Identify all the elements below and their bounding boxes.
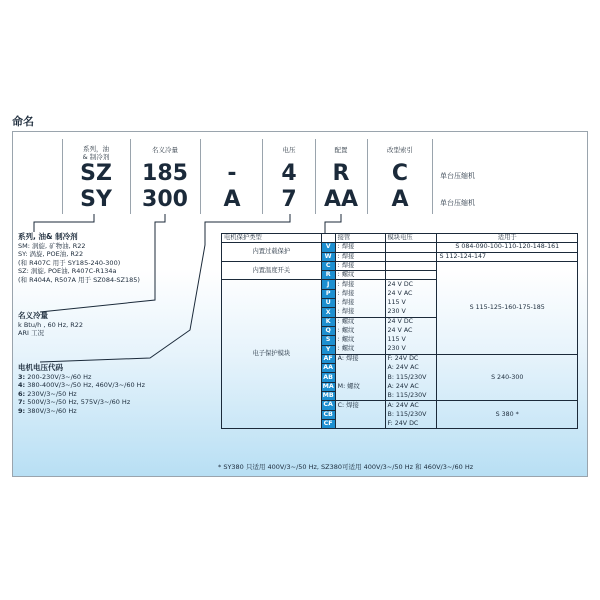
voltage-code: 9: [18,406,26,415]
table-header-row [222,234,578,243]
conn-cell: : 焊接 [335,243,385,252]
capacity-section [18,310,218,338]
group-overload: 内置过载保护 [222,243,322,262]
col-applies: 适用于 [437,234,578,243]
mv-cell: F: 24V DC [385,354,437,363]
code-config: AA [323,187,359,212]
code-cell: X [321,308,335,317]
footnote: * SY380 只适用 400V/3~/50 Hz, SZ380可适用 400V/3~/50 Hz 和 460V/3~/60 Hz [218,463,474,471]
voltage-code: 4: [18,381,26,390]
code-cell: S [321,336,335,345]
conn-cell [335,392,385,401]
header-config: 配置 [334,146,348,154]
mv-cell [385,261,437,270]
applies-cell: S 112-124-147 [437,252,578,261]
code-config: R [332,161,350,186]
mv-cell: B: 115/230V [385,373,437,382]
conn-cell: : 螺纹 [335,326,385,335]
code-cell: CA [321,401,335,410]
code-cell: MB [322,392,334,400]
capacity-title: 名义冷量 [18,311,48,320]
conn-cell: A: 焊接 [335,354,385,363]
code-dash: A [223,187,241,212]
code-cell: J [321,280,335,289]
header-revision: 改型索引 [387,146,413,154]
conn-cell: : 焊接 [335,261,385,270]
mv-cell: B: 115/230V [385,410,437,419]
mv-cell: 230 V [385,345,437,354]
mv-cell: 115 V [385,336,437,345]
conn-cell: : 焊接 [335,280,385,289]
voltage-text: 230V/3~/50 Hz [25,389,77,398]
code-cell: CB [321,410,335,419]
voltage-text: 200-230V/3~/60 Hz [25,373,92,381]
code-dash: - [227,161,237,186]
mv-cell [385,243,437,252]
voltage-line [18,381,218,389]
voltage-code: 6: [18,389,26,398]
header-series-line: & 制冷剂 [82,153,110,161]
conn-cell: : 螺纹 [335,317,385,326]
voltage-text: 500V/3~/50 Hz, 575V/3~/60 Hz [25,398,131,407]
series-line: (和 R404A, R507A 用于 SZ084-SZ185) [18,275,140,284]
code-capacity: 300 [142,187,188,212]
voltage-line [18,398,218,406]
series-section [18,231,218,284]
row-label: 单台压缩机 [440,199,475,207]
voltage-text: 380V/3~/60 Hz [25,406,77,415]
code-cell: AF [321,354,335,363]
conn-cell: : 螺纹 [335,336,385,345]
conn-cell: : 焊接 [335,308,385,317]
capacity-line: k Btu/h , 60 Hz, R22 [18,321,84,329]
code-series: SZ [80,161,112,186]
code-cell: R [321,271,335,280]
conn-cell [335,364,385,373]
col-connection: 接管 [335,234,385,243]
conn-cell: : 螺纹 [335,345,385,354]
voltage-line [18,373,218,381]
group-thermostat: 内置温度开关 [222,261,322,280]
series-title: 系列, 油& 制冷剂 [18,232,78,241]
mv-cell: 24 V AC [385,326,437,335]
series-line: SM: 涡旋, 矿物油, R22 [18,242,86,250]
code-cell: W [321,252,335,261]
series-line: (和 R407C 用于 SY185-240-300) [18,258,121,267]
conn-cell [335,410,385,419]
applies-cell: S 084-090-100-110-120-148-161 [437,243,578,252]
applies-cell: S 240-300 [437,354,578,400]
header-capacity: 名义冷量 [152,146,178,154]
code-cell: MA [322,382,334,390]
code-revision: C [391,161,409,186]
group-electronic: 电子保护模块 [222,280,322,429]
voltage-code: 7: [18,398,26,407]
voltage-title: 电机电压代码 [18,363,63,372]
series-line: SY: 涡旋, POE油, R22 [18,250,84,259]
conn-cell: M: 螺纹 [335,382,385,391]
conn-cell: : 焊接 [335,299,385,308]
mv-cell [385,271,437,280]
series-line: SZ: 涡旋, POE油, R407C-R134a [18,267,117,276]
code-cell: CF [321,419,335,428]
mv-cell: A: 24V AC [385,401,437,410]
voltage-text: 380-400V/3~/50 Hz, 460V/3~/60 Hz [25,381,145,390]
table-row [222,243,578,252]
code-capacity: 185 [142,161,188,186]
applies-cell: S 115-125-160-175-185 [437,261,578,354]
table-row [222,261,578,270]
voltage-line [18,407,218,415]
voltage-line [18,390,218,398]
page-title: 命名 [12,115,34,128]
mv-cell: A: 24V AC [385,364,437,373]
code-cell: C [321,261,335,270]
header-series-line: 系列，油 [83,145,109,153]
code-cell: Q [321,326,335,335]
code-cell: V [321,243,335,252]
mv-cell [385,252,437,261]
code-voltage: 7 [281,187,297,212]
conn-cell: : 焊接 [335,252,385,261]
code-cell: AB [321,373,335,382]
mv-cell: 230 V [385,308,437,317]
col-code [321,234,335,243]
col-module-voltage: 模块电压 [385,234,437,243]
code-voltage: 4 [281,161,297,186]
capacity-line: ARI 工况 [18,329,44,338]
code-cell: AA [321,364,335,373]
mv-cell: A: 24V AC [385,382,437,391]
mv-cell: 24 V AC [385,289,437,298]
header-voltage: 电压 [282,146,296,154]
applies-cell: S 380 * [437,401,578,429]
mv-cell: F: 24V DC [385,419,437,428]
code-series: SY [80,187,112,212]
conn-cell: C: 焊接 [335,401,385,410]
mv-cell: 115 V [385,299,437,308]
conn-cell: : 螺纹 [335,271,385,280]
mv-cell: B: 115/230V [385,392,437,401]
code-cell: K [321,317,335,326]
conn-cell [335,373,385,382]
conn-cell: : 焊接 [335,289,385,298]
mv-cell: 24 V DC [385,280,437,289]
col-protection: 电机保护类型 [222,234,322,243]
code-cell: U [321,299,335,308]
mv-cell: 24 V DC [385,317,437,326]
code-revision: A [391,187,409,212]
protection-table [221,233,578,429]
code-cell: P [321,289,335,298]
voltage-section [18,362,218,415]
voltage-code: 3: [18,373,26,381]
row-label: 单台压缩机 [440,172,475,180]
code-cell: Y [321,345,335,354]
conn-cell [335,419,385,428]
